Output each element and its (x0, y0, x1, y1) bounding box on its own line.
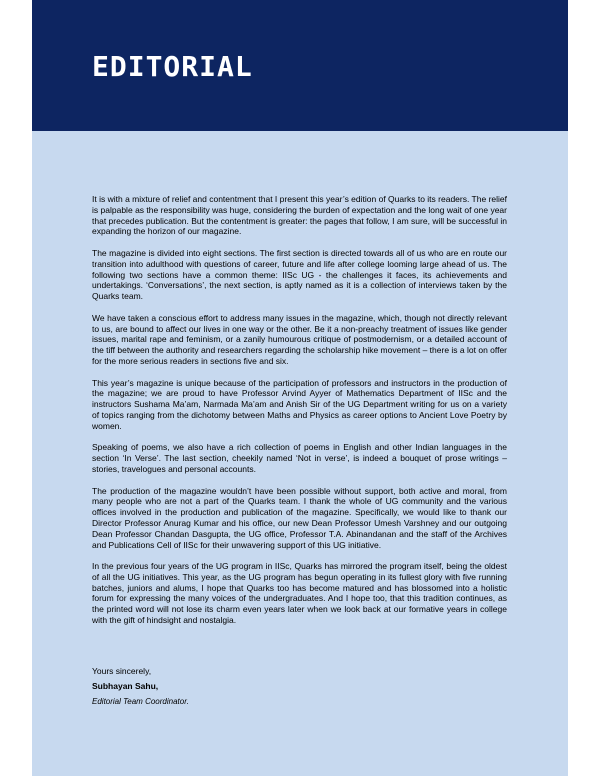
paragraph: Speaking of poems, we also have a rich collection of poems in English and other Indian languages in the section ‘In Verse’. The last section, cheekily named ‘Not in verse’, is indeed a bouquet of prose writings – stories, travelogues and personal accounts. (92, 442, 507, 474)
closing-block (92, 664, 189, 709)
header-banner (32, 0, 568, 131)
editorial-page (32, 0, 568, 776)
paragraph: In the previous four years of the UG program in IISc, Quarks has mirrored the program itself, being the oldest of all the UG initiatives. This year, as the UG program has begun operating in its fullest glory with five running batches, juniors and alums, I hope that Quarks too has become matured and has blossomed into a holistic forum for expressing the many voices of the undergraduates. And I hope too, that this tradition continues, as the printed word will not lose its charm even years later when we look back at our formative years in college with the gift of hindsight and nostalgia. (92, 561, 507, 626)
editorial-body (92, 194, 507, 637)
paragraph: This year’s magazine is unique because of the participation of professors and instructors in the production of the magazine; we are proud to have Professor Arvind Ayyer of Mathematics Department of IISc and the instructors Sushama Ma’am, Narmada Ma’am and Anish Sir of the UG Department writing for us on a variety of topics ranging from the dichotomy between Maths and Physics as career options to Ancient Love Poetry by women. (92, 377, 507, 431)
paragraph: We have taken a conscious effort to address many issues in the magazine, which, though not directly relevant to us, are bound to affect our lives in one way or the other. Be it a non-preachy treatment of issues like gender issues, marital rape and feminism, or a zanily humourous critique of postmodernism, or a detailed account of the tiff between the authority and researchers regarding the scholarship hike movement – there is a lot on offer for the more serious readers in sections five and six. (92, 312, 508, 366)
signature-name: Subhayan Sahu, (92, 681, 159, 691)
salutation: Yours sincerely, (92, 666, 152, 676)
page-title: EDITORIAL (92, 50, 253, 83)
signature-role: Editorial Team Coordinator. (92, 697, 189, 706)
paragraph: The magazine is divided into eight sections. The first section is directed towards all of us who are en route our transition into adulthood with questions of career, future and life after college looming large ahead of us. The following two sections have a common theme: IISc UG - the challenges it faces, its achievements and undertakings. ‘Conversations’, the next section, is aptly named as it is a collection of interviews taken by the Quarks team. (92, 247, 507, 302)
paragraph: The production of the magazine wouldn’t have been possible without support, both active and moral, from many people who are not a part of the Quarks team. I thank the whole of UG community and the various offices involved in the production and publication of the magazine. Specifically, we would like to thank our Director Professor Anurag Kumar and his office, our new Dean Professor Umesh Varshney and our outgoing Dean Professor Chandan Dasgupta, the UG office, Professor T.A. Abinandanan and the staff of the Archives and Publications Cell of IISc for their unwavering support of this UG initiative. (92, 485, 507, 550)
paragraph: It is with a mixture of relief and contentment that I present this year’s edition of Quarks to its readers. The relief is palpable as the responsibility was huge, considering the burden of expectation and the long wait of one year that precedes publication. But the contentment is greater: the pages that follow, I am sure, will be successful in expanding the horizon of our magazine. (92, 194, 507, 237)
